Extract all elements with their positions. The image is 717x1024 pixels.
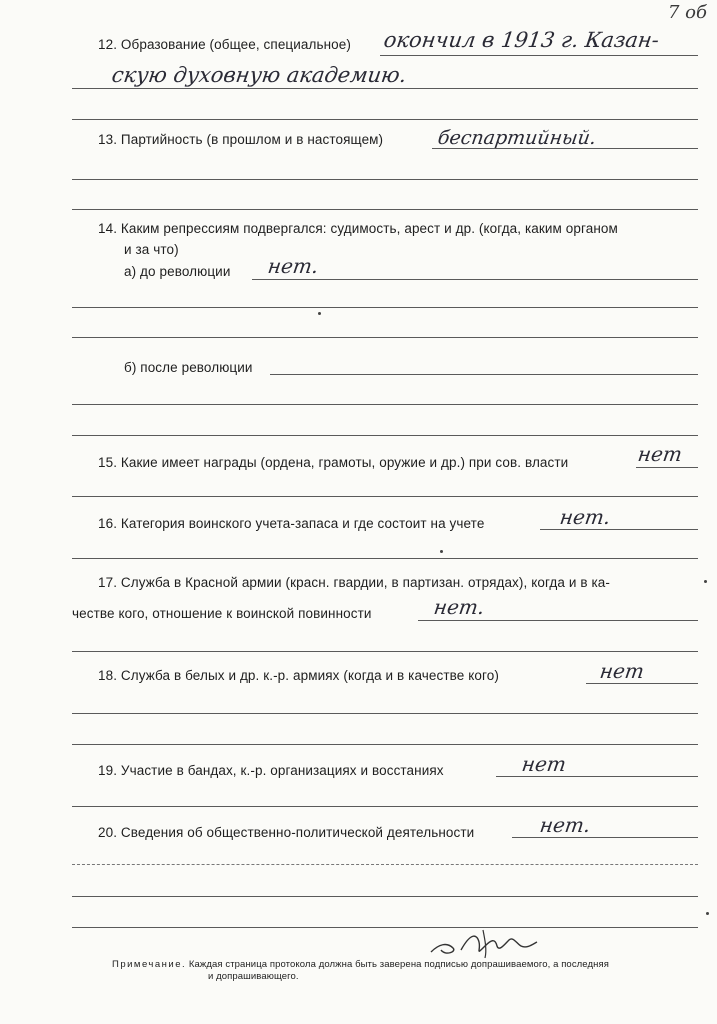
q18-line3 xyxy=(72,744,698,745)
page-corner-mark: 7 об xyxy=(668,2,707,23)
q20-answer: нет. xyxy=(538,813,593,837)
q14a-answer: нет. xyxy=(266,254,321,278)
q14a-label: а) до революции xyxy=(124,264,231,279)
q20-underline xyxy=(512,837,698,838)
q13-answer: беспартийный. xyxy=(436,127,598,149)
paper-speck xyxy=(318,312,321,315)
paper-speck xyxy=(440,550,443,553)
q14b-line2 xyxy=(72,404,698,405)
q15-answer: нет xyxy=(636,442,684,466)
q17-label-line2: честве кого, отношение к воинской повинности xyxy=(72,606,372,621)
q17-label-line1: 17. Служба в Красной армии (красн. гвардии, в партизан. отрядах), когда и в ка- xyxy=(98,575,610,590)
q13-underline xyxy=(432,148,698,149)
q12-answer-line2: скую духовную академию. xyxy=(110,63,409,87)
q17-underline xyxy=(418,620,698,621)
footnote-text: Каждая страница протокола должна быть заверена подписью допрашиваемого, а последняя xyxy=(188,959,609,970)
q16-label: 16. Категория воинского учета-запаса и где состоит на учете xyxy=(98,516,485,531)
q12-answer-line1: окончил в 1913 г. Казан- xyxy=(382,28,661,52)
q12-underline xyxy=(380,55,698,56)
q13-line3 xyxy=(72,209,698,210)
q14b-underline xyxy=(270,374,698,375)
q12-line2 xyxy=(72,88,698,89)
q12-label: 12. Образование (общее, специальное) xyxy=(98,37,351,52)
q17-line2 xyxy=(72,651,698,652)
footnote-line1 xyxy=(112,959,609,971)
q18-line2 xyxy=(72,713,698,714)
q14-label-line2: и за что) xyxy=(124,242,179,257)
q15-label: 15. Какие имеет награды (ордена, грамоты, оружие и др.) при сов. власти xyxy=(98,455,569,470)
q16-answer: нет. xyxy=(558,505,613,529)
q15-underline xyxy=(636,467,698,468)
q14a-line2 xyxy=(72,307,698,308)
q16-line2 xyxy=(72,558,698,559)
paper-speck xyxy=(706,912,709,915)
q20-line2 xyxy=(72,864,698,865)
q20-line3 xyxy=(72,896,698,897)
q14a-underline xyxy=(252,279,698,280)
q19-underline xyxy=(496,776,698,777)
q19-answer: нет xyxy=(520,752,568,776)
q14b-line3 xyxy=(72,435,698,436)
q18-label: 18. Служба в белых и др. к.-р. армиях (когда и в качестве кого) xyxy=(98,668,499,683)
q13-label: 13. Партийность (в прошлом и в настоящем) xyxy=(98,132,384,147)
signature xyxy=(425,922,545,962)
footnote-line2: и допрашивающего. xyxy=(208,971,299,982)
q16-underline xyxy=(540,529,698,530)
q20-line4 xyxy=(72,927,698,928)
q13-line2 xyxy=(72,179,698,180)
q18-answer: нет xyxy=(598,659,646,683)
q17-answer: нет. xyxy=(432,595,487,619)
q14-label-line1: 14. Каким репрессиям подвергался: судимость, арест и др. (когда, каким органом xyxy=(98,221,618,236)
q14a-line3 xyxy=(72,337,698,338)
q12-line3 xyxy=(72,119,698,120)
paper-speck xyxy=(704,580,707,583)
q18-underline xyxy=(586,683,698,684)
footnote-title: Примечание. xyxy=(112,959,187,970)
q20-label: 20. Сведения об общественно-политической деятельности xyxy=(98,825,475,840)
q19-line2 xyxy=(72,806,698,807)
q14b-label: б) после революции xyxy=(124,360,253,375)
q15-line2 xyxy=(72,496,698,497)
q19-label: 19. Участие в бандах, к.-р. организациях и восстаниях xyxy=(98,763,444,778)
